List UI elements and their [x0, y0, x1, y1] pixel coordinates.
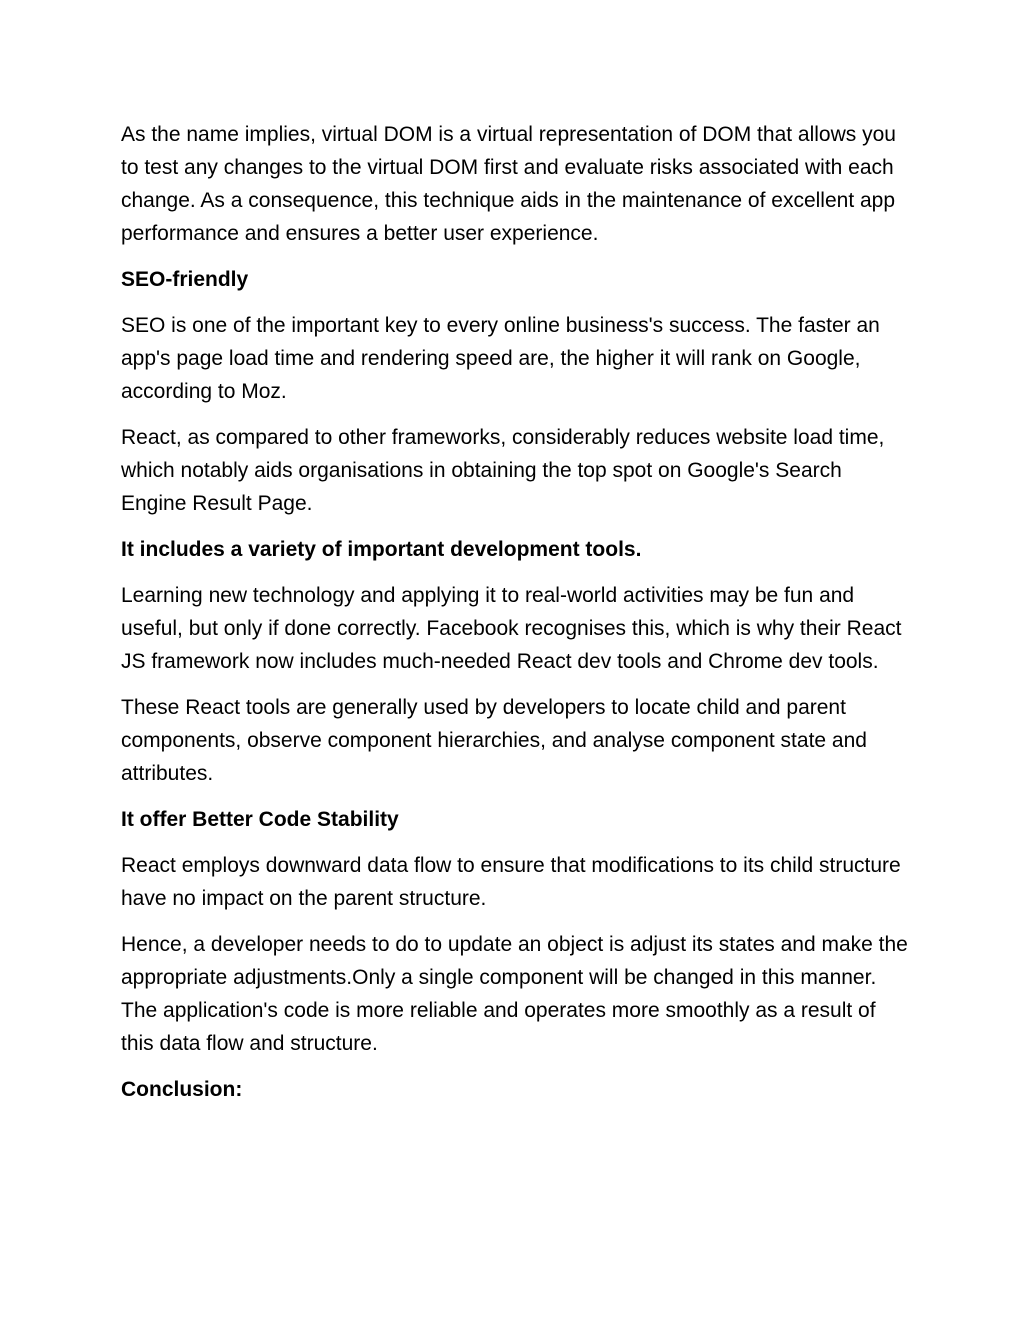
paragraph-react-load-time: React, as compared to other frameworks, considerably reduces website load time, which notably aids organisations in obtaining the top spot on Google's Search Engine Result Page.: [121, 426, 885, 515]
paragraph-seo-importance: SEO is one of the important key to every online business's success. The faster an app's page load time and rendering speed are, the higher it will rank on Google, according to Moz.: [121, 314, 880, 403]
paragraph-virtual-dom: As the name implies, virtual DOM is a virtual representation of DOM that allows you to test any changes to the virtual DOM first and evaluate risks associated with each change. As a consequence, this technique aids in the maintenance of excellent app performance and ensures a better user experience.: [121, 123, 896, 245]
document-body: [121, 118, 911, 1119]
paragraph-update-object: Hence, a developer needs to do to update an object is adjust its states and make the appropriate adjustments.Only a single component will be changed in this manner. The application's code is more reliable and operates more smoothly as a result of this data flow and structure.: [121, 933, 908, 1055]
heading-code-stability: It offer Better Code Stability: [121, 808, 399, 831]
paragraph-learning-technology: Learning new technology and applying it to real-world activities may be fun and useful, but only if done correctly. Facebook recognises this, which is why their React JS framework now includes much-needed React dev tools and Chrome dev tools.: [121, 584, 902, 673]
heading-development-tools: It includes a variety of important development tools.: [121, 538, 642, 561]
paragraph-react-tools-usage: These React tools are generally used by developers to locate child and parent components, observe component hierarchies, and analyse component state and attributes.: [121, 696, 867, 785]
heading-seo-friendly: SEO-friendly: [121, 268, 249, 291]
heading-conclusion: Conclusion:: [121, 1078, 243, 1101]
paragraph-downward-data-flow: React employs downward data flow to ensure that modifications to its child structure have no impact on the parent structure.: [121, 854, 901, 910]
